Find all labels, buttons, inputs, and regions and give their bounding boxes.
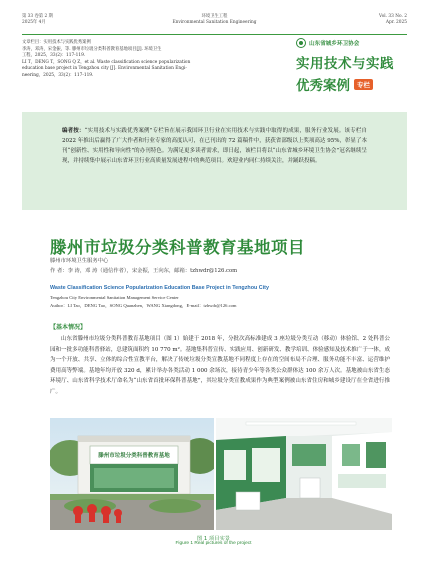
citation-cn-line: 李涛，邓涛，宋金振，等. 滕州市垃圾分类科普教育基地项目[J]. 环境卫生 — [22, 46, 162, 52]
header-divider — [22, 34, 407, 35]
citation-block — [22, 40, 292, 80]
series-badge: 专栏 — [354, 79, 373, 90]
article-title: 滕州市垃圾分类科普教育基地项目 — [50, 238, 305, 257]
citation-column: 文章栏目：实用技术与实践优秀案例 — [22, 40, 91, 45]
article-title-en: Waste Classification Science Popularization Education Base Project in Tengzhou City — [50, 285, 269, 291]
building-sign-text: 滕州市垃圾分类科普教育基地 — [98, 453, 170, 459]
series-title-line1: 实用技术与实践 — [296, 56, 394, 72]
section-body: 山东省滕州市垃圾分类科普教育基地项目（图 1）始建于 2018 年，分批次高标准建成 3 座垃圾分类互动（移动）体验馆、2 处科普公园和一批多功能科普驿站，总建筑面积约 10 770 m²。基地集科普宣传、实践应用、创新研发、教学培训、体验感知及技术推广于一体，成为一个开放、共享、立体的综合性宣教平台，解决了传统垃圾分类宣教基地不同程度上存在的空间布局不合理、服务功能不丰富、运营维护费用高等弊端。基地年均开放 320 d，累计举办各类活动 1 000 余场次，接待青少年等各类公众群体达 100 余万人次。基地被山东省生态环境厅、山东省科学技术厅命名为“山东省首批环保科普基地”，其垃圾分类宣教成果作为典型案例被山东省住房和城乡建设厅在全省进行推广。 — [50, 336, 390, 395]
header-journal-cn: 环境卫生工程 — [201, 14, 228, 19]
editor-note-label: 编者按： — [62, 128, 85, 134]
editor-note-text: “实用技术与实践优秀案例”专栏旨在展示我国环卫行业在实用技术与实践中取得的成果，服务行业发展。该专栏自 2022 年推出后赢得了广大作者和行业专家的高度认可，在已刊出的 72 篇稿件中，获获省部级以上奖项高达 95%，彰显了本刊“创新性、实用性和导向性”的办刊特色。为满足更多读者需求，即日起，该栏目将以“山东省城乡环境卫生协会”冠名继续呈现，并持续集中展示山东省环卫行业高质量发展进程中的典范项目。欢迎业内同仁持续关注，并踊跃投稿。 — [62, 128, 367, 164]
article-org: 滕州市环境卫生服务中心 — [50, 258, 109, 264]
citation-en-line: neering，2025，33(2)：117-119. — [22, 72, 94, 78]
header-date-cn: 2025年 4月 — [22, 20, 46, 25]
header-volume-cn: 第 33 卷第 2 期 — [22, 14, 53, 19]
exterior-photo-illustration — [50, 418, 214, 530]
series-logo — [296, 38, 408, 98]
article-authors: 作 者：李 涛，邓 涛（通信作者），宋金振，王向东，邮箱：tzhwdr@126.com — [50, 268, 238, 274]
series-org-text: 山东省城乡环卫协会 — [309, 41, 360, 47]
header-volume-en: Vol. 33 No. 2 — [379, 14, 407, 19]
series-org — [296, 38, 408, 48]
series-title-line2-text: 优秀案例 — [296, 78, 350, 94]
citation-en-line: LI T，DENG T，SONG Q Z，et al. Waste classification science popularization — [22, 59, 191, 65]
figure-caption-cn: 图 1 项目实景 — [196, 536, 231, 542]
article-authors-en: Author：LI Tao，DENG Tao，SONG Quanzhen，WANG Xiangdong，E-mail：tzhwdr@126.com — [50, 303, 237, 308]
interior-photo-illustration — [216, 418, 392, 530]
association-emblem-icon — [296, 38, 306, 48]
citation-en-line: education base project in Tengzhou city [J]. Environmental Sanitation Engi- — [22, 66, 187, 72]
series-title-line2 — [296, 74, 408, 94]
header-date-en: Apr. 2025 — [385, 20, 407, 25]
section-heading: 【基本情况】 — [50, 324, 87, 331]
header-journal-en: Environmental Sanitation Engineering — [172, 20, 257, 25]
figure-photo-interior — [216, 418, 392, 530]
running-header — [22, 14, 407, 34]
header-center — [22, 14, 407, 26]
figure-caption-en: Figure 1 Real pictures of the project — [175, 541, 252, 546]
editor-note — [22, 112, 407, 210]
article-org-en: Tengzhou City Environmental Sanitation Management Service Center — [50, 295, 179, 300]
citation-cn-line: 工程，2025，33(2)：117-119. — [22, 53, 86, 59]
figure-photo-exterior — [50, 418, 214, 530]
header-right — [379, 14, 407, 26]
